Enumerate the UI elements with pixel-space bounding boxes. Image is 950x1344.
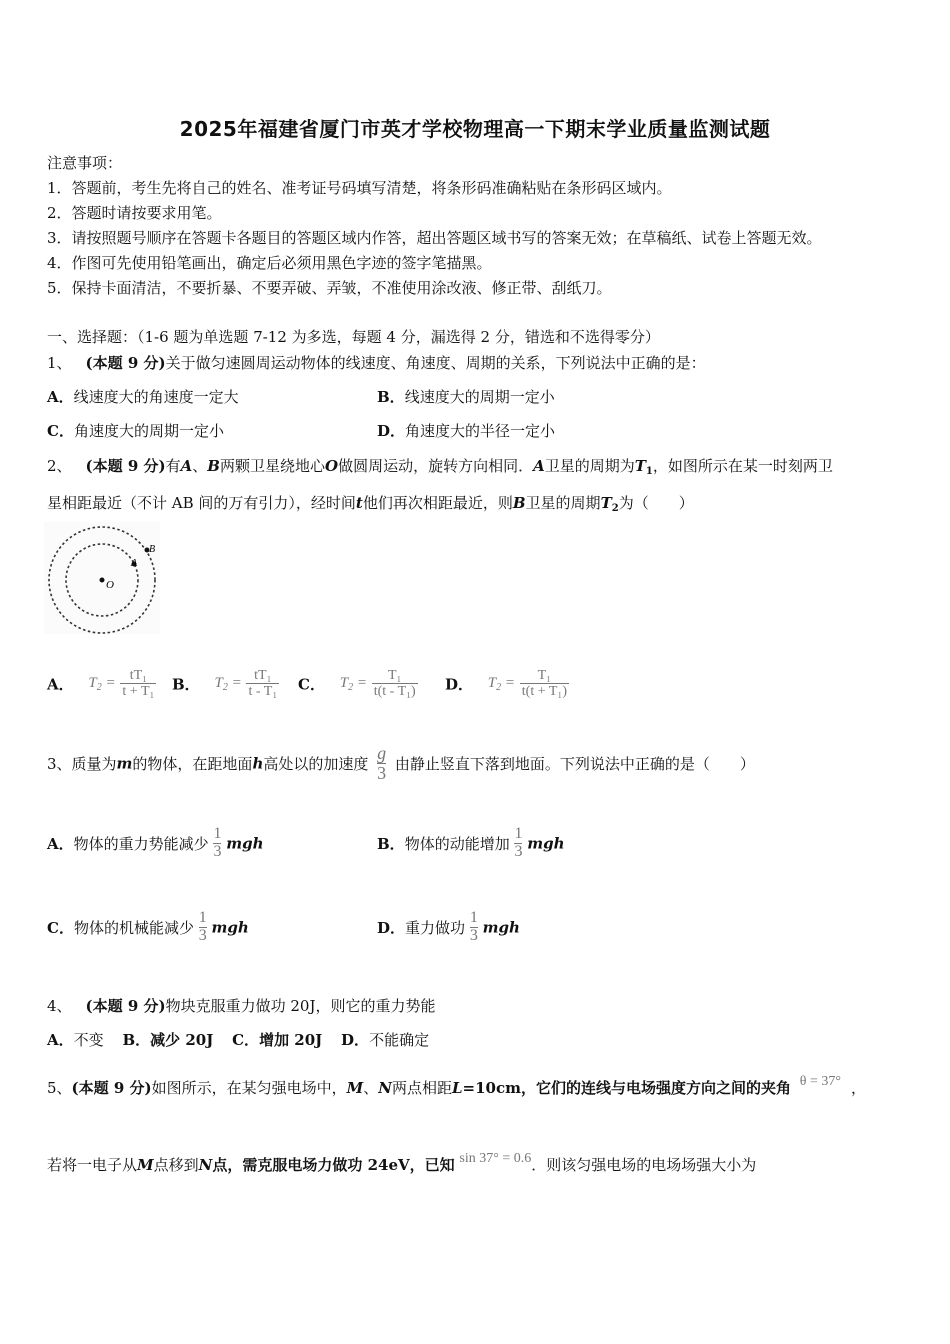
var-o: O xyxy=(325,457,339,475)
question-text: 由静止竖直下落到地面。下列说法中正确的是（ ） xyxy=(394,754,755,773)
denominator: 3 xyxy=(514,842,523,860)
option-b[interactable] xyxy=(122,1031,213,1049)
option-tail: mgh xyxy=(211,918,249,937)
equals: = xyxy=(105,674,116,691)
var-l: L xyxy=(452,1079,463,1097)
orbit-figure xyxy=(44,522,160,634)
denominator: t + T₁ xyxy=(122,684,155,700)
option-label: B． xyxy=(172,675,200,694)
question-text: 如图所示，在某匀强电场中， xyxy=(151,1079,347,1097)
numerator: 1 xyxy=(469,909,478,926)
option-label: A． xyxy=(47,675,74,694)
option-label: B． xyxy=(377,388,405,406)
question-2-stem-line2 xyxy=(47,492,694,514)
label-b: B xyxy=(149,544,156,555)
option-a[interactable] xyxy=(47,1031,104,1049)
question-text: 做圆周运动，旋转方向相同． xyxy=(338,457,534,475)
option-label: D． xyxy=(341,1031,370,1049)
fraction xyxy=(520,668,569,700)
var-m: M xyxy=(346,1079,364,1097)
angle-formula: θ = 37° xyxy=(799,1074,841,1089)
question-score: (本题 9 分) xyxy=(71,1079,152,1097)
question-4-options xyxy=(47,1029,429,1050)
fraction xyxy=(120,668,156,700)
option-text: 增加 20J xyxy=(259,1031,323,1049)
option-text: 不能确定 xyxy=(369,1031,430,1049)
option-label: D． xyxy=(445,675,474,694)
fraction xyxy=(246,668,279,700)
option-text: 物体的动能增加 xyxy=(404,834,510,853)
question-4-stem xyxy=(47,995,436,1016)
question-text: ， xyxy=(850,1079,866,1097)
option-text: 角速度大的周期一定小 xyxy=(73,422,224,440)
notice-item: 2．答题时请按要求用笔。 xyxy=(47,204,222,222)
option-tail: mgh xyxy=(482,918,520,937)
sin-formula: sin 37° = 0.6 xyxy=(459,1151,532,1166)
option-text: 角速度大的半径一定小 xyxy=(405,422,556,440)
option-text: 物体的重力势能减少 xyxy=(73,834,209,853)
var-a: A xyxy=(180,457,193,475)
question-text: 高处以的加速度 xyxy=(263,754,369,773)
question-number: 2、 xyxy=(47,457,72,475)
option-label: A． xyxy=(47,834,74,853)
question-score: (本题 9 分) xyxy=(85,457,166,475)
option-label: B． xyxy=(377,834,405,853)
option-d[interactable] xyxy=(377,910,520,945)
question-number: 5、 xyxy=(47,1079,72,1097)
fraction xyxy=(213,826,221,861)
lhs: T xyxy=(88,674,97,691)
question-5-stem xyxy=(47,1074,866,1098)
question-5-stem-line2 xyxy=(47,1151,756,1175)
question-text: 的物体，在距地面 xyxy=(132,754,253,773)
option-label: C． xyxy=(47,918,74,937)
numerator: T₁ xyxy=(537,668,552,683)
label-o: O xyxy=(106,579,114,591)
separator: 、 xyxy=(192,457,208,475)
option-b[interactable] xyxy=(377,386,555,407)
question-number: 1、 xyxy=(47,354,72,372)
option-label: C． xyxy=(298,675,325,694)
numerator: T₁ xyxy=(387,668,402,683)
option-text: 线速度大的角速度一定大 xyxy=(73,388,239,406)
question-text: 两颗卫星绕地心 xyxy=(219,457,325,475)
notice-item: 4．作图可先使用铅笔画出，确定后必须用黑色字迹的签字笔描黑。 xyxy=(47,254,492,272)
question-text: 卫星的周期 xyxy=(525,494,601,512)
numerator: 1 xyxy=(514,825,523,842)
option-d[interactable] xyxy=(445,668,569,700)
option-a[interactable] xyxy=(47,386,239,407)
question-text: =10cm，它们的连线与电场强度方向之间的夹角 xyxy=(462,1079,791,1097)
equals: = xyxy=(231,674,242,691)
question-text: 他们再次相距最近，则 xyxy=(362,494,513,512)
denominator: 3 xyxy=(377,762,387,783)
option-label: D． xyxy=(377,918,406,937)
option-b[interactable] xyxy=(377,826,565,861)
option-text: 物体的机械能减少 xyxy=(73,918,194,937)
fraction xyxy=(199,910,207,945)
option-b[interactable] xyxy=(172,668,279,700)
question-score: (本题 9 分) xyxy=(85,354,166,372)
question-text: ，如图所示在某一时刻两卫 xyxy=(652,457,833,475)
var-n: N xyxy=(378,1079,392,1097)
option-tail: mgh xyxy=(527,834,565,853)
var-m: M xyxy=(137,1156,154,1174)
option-label: C． xyxy=(47,422,74,440)
var-a: A xyxy=(533,457,545,475)
question-score: (本题 9 分) xyxy=(85,997,166,1015)
subscript: 2 xyxy=(222,681,228,693)
question-text: ．则该匀强电场的电场场强大小为 xyxy=(531,1156,757,1174)
notice-item: 1．答题前，考生先将自己的姓名、准考证号码填写清楚，将条形码准确粘贴在条形码区域内。 xyxy=(47,179,672,197)
lhs: T xyxy=(214,674,223,691)
option-label: B． xyxy=(122,1031,151,1049)
question-1-stem xyxy=(47,352,706,373)
var-t2: T xyxy=(600,494,612,512)
formula-lhs xyxy=(340,675,367,691)
question-text: 卫星的周期为 xyxy=(544,457,635,475)
numerator: 1 xyxy=(213,825,222,842)
question-text: 3、质量为 xyxy=(47,754,117,773)
equals: = xyxy=(504,674,516,691)
page-title: 2025年福建省厦门市英才学校物理高一下期末学业质量监测试题 xyxy=(179,117,771,141)
subscript: 2 xyxy=(96,681,102,693)
question-text: 为（ ） xyxy=(618,494,694,512)
equals: = xyxy=(356,674,367,691)
formula-lhs xyxy=(88,675,115,691)
subscript: 2 xyxy=(496,681,502,693)
denominator: 3 xyxy=(469,926,478,944)
option-label: A． xyxy=(47,388,74,406)
numerator: 1 xyxy=(198,909,207,926)
option-text: 不变 xyxy=(73,1031,104,1049)
option-c[interactable] xyxy=(298,668,418,700)
question-3-stem xyxy=(47,744,755,783)
question-text: 若将一电子从 xyxy=(47,1156,138,1174)
label-a: A xyxy=(131,558,138,569)
denominator: 3 xyxy=(213,842,222,860)
option-d[interactable] xyxy=(377,420,555,441)
var-n: N xyxy=(198,1156,213,1174)
option-c[interactable] xyxy=(47,420,224,441)
denominator: t(t + T₁) xyxy=(521,684,567,700)
question-text: 星相距最近（不计 AB 间的万有引力），经时间 xyxy=(47,494,356,512)
option-label: D． xyxy=(377,422,406,440)
question-2-stem xyxy=(47,455,833,477)
question-text: 有 xyxy=(165,457,181,475)
subscript: 1 xyxy=(645,466,653,477)
question-text: 物块克服重力做功 20J，则它的重力势能 xyxy=(165,997,436,1015)
denominator: t - T₁ xyxy=(248,684,278,700)
question-text: 点，需克服电场力做功 24eV，已知 xyxy=(212,1156,455,1174)
formula-lhs xyxy=(214,675,241,691)
question-text: 点移到 xyxy=(153,1156,199,1174)
separator: 、 xyxy=(363,1079,379,1097)
question-text: 关于做匀速圆周运动物体的线速度、角速度、周期的关系，下列说法中正确的是： xyxy=(165,354,706,372)
var-t: t xyxy=(355,494,363,512)
numerator: tT₁ xyxy=(254,668,272,683)
notice-item: 5．保持卡面清洁，不要折暴、不要弄破、弄皱，不准使用涂改液、修正带、刮纸刀。 xyxy=(47,279,612,297)
option-text: 线速度大的周期一定小 xyxy=(404,388,555,406)
fraction xyxy=(372,668,418,700)
option-label: A． xyxy=(47,1031,74,1049)
notice-item: 3．请按照题号顺序在答题卡各题目的答题区域内作答，超出答题区域书写的答案无效；在草稿纸、试卷上答题无效。 xyxy=(47,229,822,247)
var-h: h xyxy=(252,754,264,773)
option-c[interactable] xyxy=(232,1031,322,1049)
notice-heading: 注意事项： xyxy=(47,154,123,172)
lhs: T xyxy=(487,674,497,691)
fraction xyxy=(514,826,522,861)
option-text: 重力做功 xyxy=(405,918,466,937)
question-number: 4、 xyxy=(47,997,72,1015)
option-c[interactable] xyxy=(47,910,249,945)
denominator: t(t - T₁) xyxy=(373,684,416,700)
option-text: 减少 20J xyxy=(150,1031,214,1049)
subscript: 2 xyxy=(348,681,354,693)
fraction-g-over-3 xyxy=(377,744,386,783)
option-a[interactable] xyxy=(47,668,156,700)
numerator: tT₁ xyxy=(129,668,148,683)
question-text: 两点相距 xyxy=(391,1079,452,1097)
fraction xyxy=(470,910,478,945)
option-a[interactable] xyxy=(47,826,263,861)
option-label: C． xyxy=(232,1031,260,1049)
var-b: B xyxy=(512,494,526,512)
option-d[interactable] xyxy=(341,1031,429,1049)
option-tail: mgh xyxy=(226,834,264,853)
section-heading: 一、选择题：（1-6 题为单选题 7-12 为多选，每题 4 分，漏选得 2 分，错选和不选得零分） xyxy=(47,328,660,346)
denominator: 3 xyxy=(198,926,207,944)
lhs: T xyxy=(339,674,349,691)
var-m: m xyxy=(116,754,133,773)
var-b: B xyxy=(207,457,220,475)
subscript: 2 xyxy=(611,503,619,514)
numerator: g xyxy=(377,743,387,763)
formula-lhs xyxy=(488,675,515,691)
var-t1: T xyxy=(634,457,646,475)
center-dot xyxy=(100,578,105,583)
